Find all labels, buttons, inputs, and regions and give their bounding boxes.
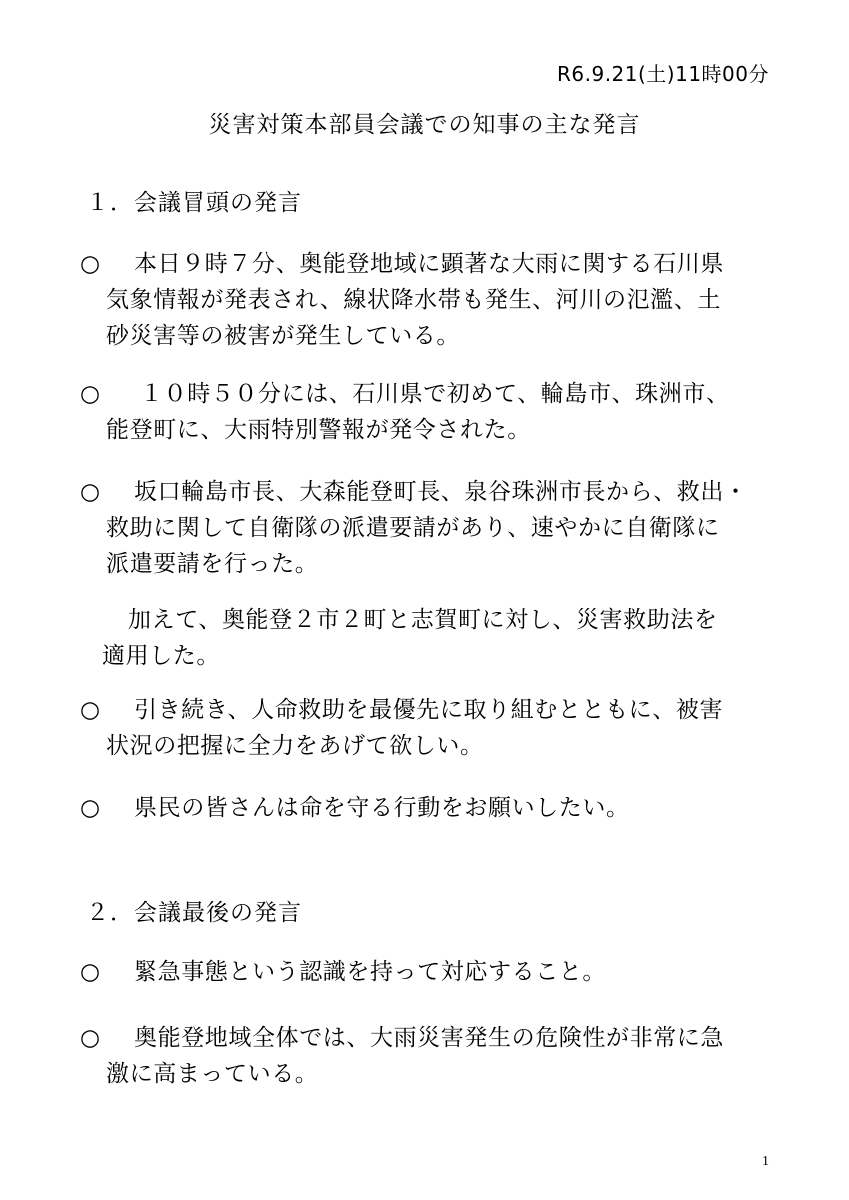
statement-item <box>80 790 780 826</box>
statement-item <box>80 1020 780 1092</box>
statement-line: 能登町に、大雨特別警報が発令された。 <box>106 417 531 443</box>
statement-paragraph <box>80 602 780 674</box>
statement-item <box>80 954 780 990</box>
section-2-number: ２． <box>86 900 134 926</box>
section-1-number: １． <box>86 190 134 216</box>
circle-bullet: ○ <box>80 381 101 407</box>
statement-item <box>80 376 780 448</box>
circle-bullet: ○ <box>80 251 101 277</box>
document-title: 災害対策本部員会議での知事の主な発言 <box>208 112 641 138</box>
statement-line: 激に高まっている。 <box>106 1061 319 1087</box>
statement-item <box>80 246 780 354</box>
circle-bullet: ○ <box>80 697 101 723</box>
circle-bullet: ○ <box>80 1025 101 1051</box>
statement-item <box>80 474 780 582</box>
statement-line: １０時５０分には、石川県で初めて、輪島市、珠洲市、 <box>140 381 730 407</box>
statement-line: 派遣要請を行った。 <box>106 551 319 577</box>
statement-line: 救助に関して自衛隊の派遣要請があり、速やかに自衛隊に <box>106 515 720 541</box>
statement-line: 奥能登地域全体では、大雨災害発生の危険性が非常に急 <box>134 1025 724 1051</box>
statement-line: 県民の皆さんは命を守る行動をお願いしたい。 <box>134 795 630 821</box>
circle-bullet: ○ <box>80 795 101 821</box>
section-2-heading <box>86 894 302 927</box>
section-2-title: 会議最後の発言 <box>134 900 302 926</box>
statement-line: 砂災害等の被害が発生している。 <box>106 323 460 349</box>
statement-item <box>80 692 780 764</box>
page-number: 1 <box>762 1154 769 1169</box>
statement-line: 緊急事態という認識を持って対応すること。 <box>134 959 606 985</box>
section-1-heading <box>86 184 302 217</box>
statement-line: 坂口輪島市長、大森能登町長、泉谷珠洲市長から、救出・ <box>134 479 748 505</box>
document-date: R6.9.21(土)11時00分 <box>556 62 769 86</box>
statement-line: 引き続き、人命救助を最優先に取り組むとともに、被害 <box>134 697 724 723</box>
statement-line: 気象情報が発表され、線状降水帯も発生、河川の氾濫、土 <box>106 287 721 313</box>
statement-line: 適用した。 <box>102 643 220 669</box>
statement-line: 本日９時７分、奥能登地域に顕著な大雨に関する石川県 <box>134 251 724 277</box>
statement-line: 加えて、奥能登２市２町と志賀町に対し、災害救助法を <box>128 607 718 633</box>
circle-bullet: ○ <box>80 479 101 505</box>
statement-line: 状況の把握に全力をあげて欲しい。 <box>106 733 484 759</box>
circle-bullet: ○ <box>80 959 101 985</box>
section-1-title: 会議冒頭の発言 <box>134 190 302 216</box>
